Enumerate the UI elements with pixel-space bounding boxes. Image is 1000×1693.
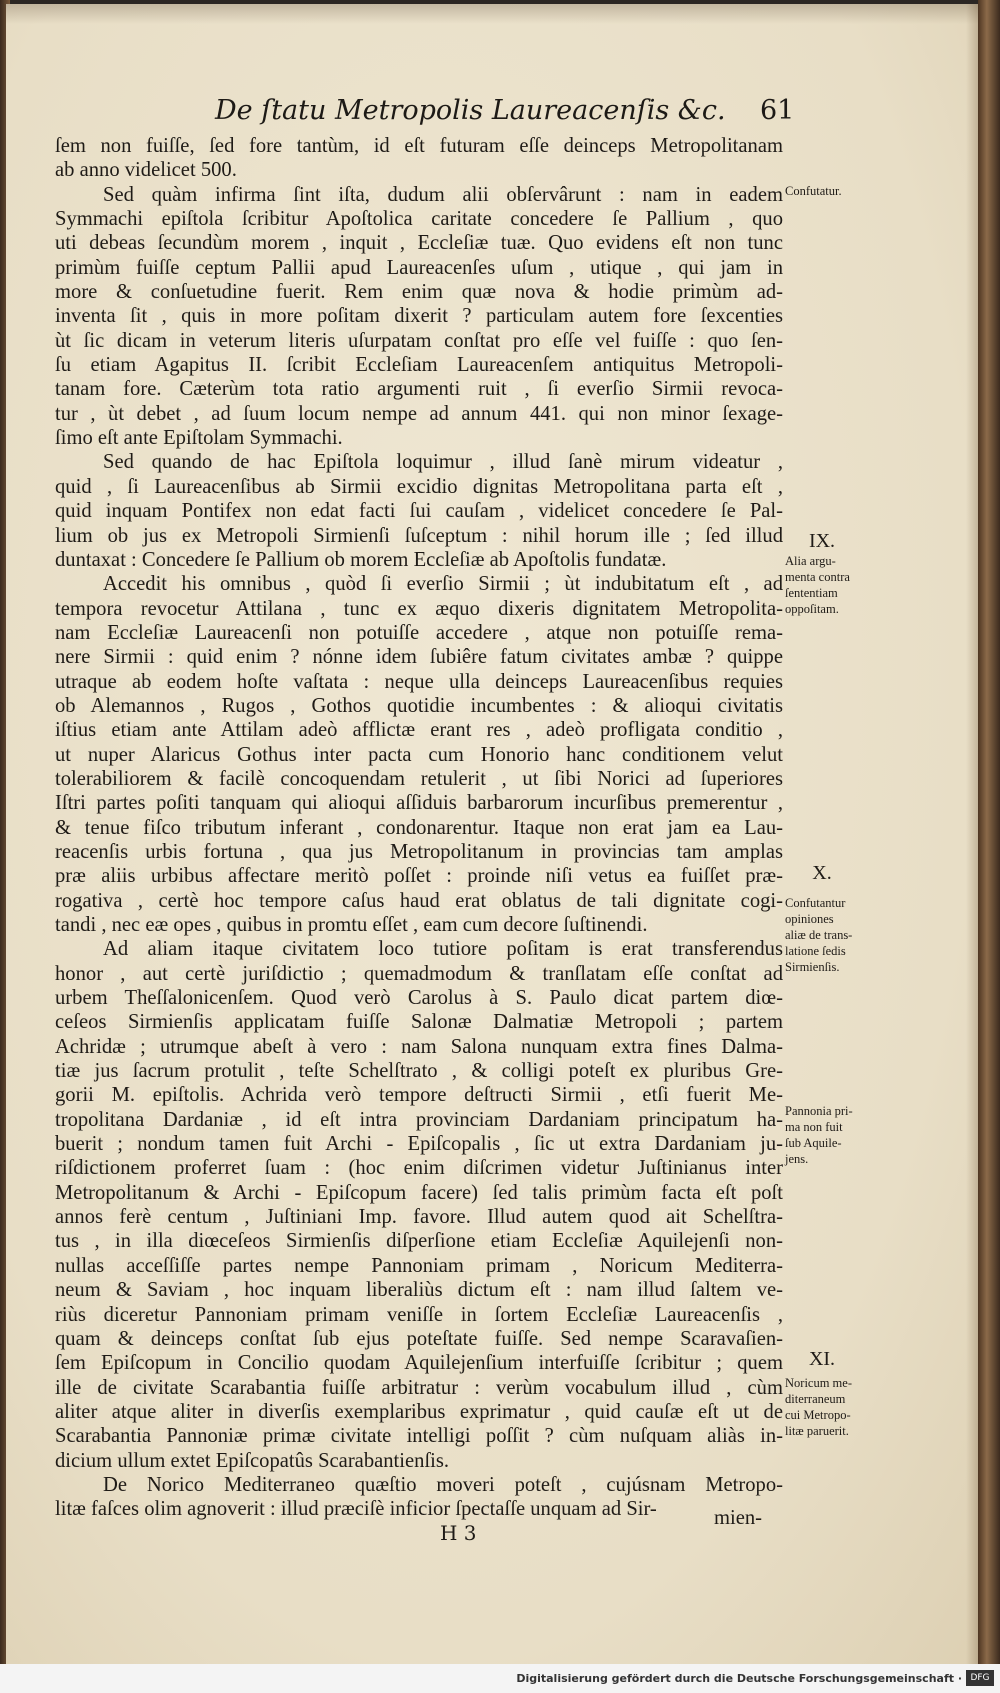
margin-note-line: ſententiam [785, 586, 838, 600]
margin-note-line: opiniones [785, 912, 834, 926]
margin-section-x [785, 862, 877, 975]
text-line: uti debeas ſecundùm morem , inquit , Eccleſiæ tuæ. Quo evidens eſt non tunc [55, 232, 783, 255]
margin-section-xi [785, 1348, 877, 1439]
text-line: iſtius etiam ante Attilam adeò afflictæ erant res , adeò profligata conditio , [55, 719, 783, 742]
margin-note-line: aliæ de trans- [785, 928, 853, 942]
text-line: tus , in illa diœceſeos Sirmienſis diſperſione etiam Eccleſiæ Aquilejenſi non- [55, 1230, 783, 1253]
text-line: rogativa , certè hoc tempore caſus haud erat oblatus de tali dignitate cogi- [55, 889, 783, 912]
text-line: ille de civitate Scarabantia fuiſſe arbitratur : verùm vocabulum illud , cùm [55, 1376, 783, 1399]
text-line: ob Alemannos , Rugos , Gothos quotidie incumbentes : & alioqui civitatis [55, 694, 783, 717]
text-line: quid inquam Pontifex non edat facti ſui cauſam , videlicet concedere ſe Pal- [55, 500, 783, 523]
text-line: honor , aut certè juriſdictio ; quemadmodum & tranſlatam eſſe conſtat ad [55, 962, 783, 985]
margin-note-line: latione ſedis [785, 944, 846, 958]
text-line: neum & Saviam , hoc inquam liberaliùs dictum eſt : nam illud ſaltem ve- [55, 1279, 783, 1302]
book-cover-edge [978, 0, 1000, 1693]
text-line: quam & deinceps conſtat ſub ejus poteſtate fuiſſe. Sed nempe Scaravaſien- [55, 1327, 783, 1350]
section-number: X. [812, 862, 832, 884]
margin-note-line: ma non fuit [785, 1120, 843, 1134]
margin-note-line: menta contra [785, 570, 850, 584]
text-line: ceſeos Sirmienſis applicatam fuiſſe Salonæ Dalmatiæ Metropoli ; partem [55, 1011, 783, 1034]
margin-note-text [785, 553, 877, 617]
main-text-block [55, 134, 783, 1522]
text-line: primùm fuiſſe ceptum Pallii apud Laureacenſes uſum , utique , qui jam in [55, 256, 783, 279]
text-line: Sed quando de hac Epiſtola loquimur , illud ſanè mirum videatur , [103, 451, 783, 474]
text-line: ut nuper Alaricus Gothus inter pacta cum Honorio hanc conditionem velut [55, 743, 783, 766]
text-line: aliter atque aliter in diverſis exemplaribus exprimatur , quid cauſæ eſt ut de [55, 1400, 783, 1423]
catchword: mien- [714, 1507, 763, 1529]
text-line: lium ob jus ex Metropoli Sirmienſi ſuſceptum : nihil horum ille ; ſed illud [55, 524, 783, 547]
text-line: buerit ; nondum tamen fuit Archi - Epiſcopalis , ſic ut extra Dardaniam ju- [55, 1133, 783, 1156]
text-line: duntaxat : Concedere ſe Pallium ob morem Eccleſiæ ab Apoſtolis fundatæ. [55, 548, 667, 571]
text-line: tandi , nec eæ opes , quibus in promtu eſſet , eam cum decore ſuſtinendi. [55, 914, 648, 936]
margin-note-confutatur [785, 183, 877, 199]
dfg-logo: DFG [966, 1670, 994, 1686]
text-line: tropolitana Dardaniæ , id eſt intra provinciam Dardaniam principatum ha- [55, 1108, 783, 1131]
margin-note-line: litæ paruerit. [785, 1424, 849, 1438]
text-line: ùt ſic dicam in veterum literis uſurpatam conſtat pro eſſe vel fuiſſe : quo ſen- [55, 329, 783, 352]
text-line: nullas acceſſiſſe partes nempe Pannoniam primam , Noricum Mediterra- [55, 1254, 783, 1277]
text-line: ab anno videlicet 500. [55, 159, 237, 182]
text-line: annos ferè centum , Juſtiniani Imp. favore. Illud autem quod ait Schelſtra- [55, 1206, 783, 1229]
text-line: nere Sirmii : quid enim ? nónne idem ſubiêre fatum civitates ambæ ? quippe [55, 646, 783, 669]
running-header: De ſtatu Metropolis Laureacenſis &c. [215, 95, 726, 126]
margin-note-text [785, 1375, 877, 1439]
text-line: riùs diceretur Pannoniam primam veniſſe in ſortem Eccleſiæ Laureacenſis , [55, 1303, 783, 1326]
text-line: Sed quàm infirma ſint iſta, dudum alii obſervârunt : nam in eadem [103, 183, 783, 206]
margin-note-line: diterraneum [785, 1392, 846, 1406]
margin-note-line: Pannonia pri- [785, 1104, 853, 1118]
margin-note-line: oppoſitam. [785, 602, 839, 616]
margin-note-line: Confutantur [785, 896, 846, 910]
text-line: ſu etiam Agapitus II. ſcribit Eccleſiam Laureacenſem antiquitus Metropoli- [55, 354, 783, 377]
section-number: XI. [808, 1348, 836, 1370]
margin-note-line: cui Metropo- [785, 1408, 851, 1422]
margin-note-line: Noricum me- [785, 1376, 852, 1390]
text-line: præ aliis urbibus affectare meritò poſſet : proinde niſi vetus ea fuiſſet præ- [55, 865, 783, 888]
text-line: riſdictionem proferret ſuam : (hoc enim diſcrimen videtur Juſtinianus inter [55, 1157, 783, 1180]
text-line: quid , ſi Laureacenſibus ab Sirmii excidio dignitas Metropolitana parta eſt , [55, 475, 783, 498]
margin-note-line: jens. [785, 1152, 809, 1166]
text-line: Accedit his omnibus , quòd ſi everſio Sirmii ; ùt indubitatum eſt , ad [103, 573, 783, 596]
text-line: tur , ùt debet , ad ſuum locum nempe ad annum 441. qui non minor ſexage- [55, 402, 783, 425]
text-line: Ad aliam itaque civitatem loco tutiore poſitam is erat transferendus [103, 938, 783, 961]
page-top-shadow [6, 4, 978, 24]
text-line: ſem Epiſcopum in Concilio quodam Aquilejenſium interfuiſſe ſcribitur ; quem [55, 1352, 783, 1375]
text-line: ſimo eſt ante Epiſtolam Symmachi. [55, 427, 343, 450]
margin-section-ix [785, 530, 877, 617]
section-number: IX. [808, 530, 836, 552]
text-line: tolerabiliorem & facilè concoquendam retulerit , ut ſibi Norici ad ſuperiores [55, 767, 783, 790]
text-line: more & conſuetudine fuerit. Rem enim quæ nova & hodie primùm ad- [55, 281, 783, 304]
text-line: dicium ullum extet Epiſcopatûs Scarabantienſis. [55, 1449, 450, 1472]
text-line: De Norico Mediterraneo quæſtio moveri poteſt , cujúsnam Metropo- [103, 1473, 783, 1496]
text-line: Metropolitanum & Archi - Epiſcopum facere) ſed talis primùm facta eſt poſt [55, 1181, 783, 1204]
margin-note-line: ſub Aquile- [785, 1136, 842, 1150]
text-line: utraque ab eodem hoſte vaſtata : neque ulla deinceps Laureacenſibus requies [55, 670, 783, 693]
margin-note-text: Confutatur. [785, 184, 842, 198]
page-edge-shadow [966, 4, 978, 1664]
text-line: gorii M. epiſtolis. Achrida verò tempore deſtructi Sirmii , etſi fuerit Me- [55, 1084, 783, 1107]
text-line: urbem Theſſalonicenſem. Quod verò Carolus à S. Paulo dicat partem diœ- [55, 987, 783, 1010]
margin-note-text [785, 895, 877, 975]
text-line: Scarabantia Pannoniæ primæ civitate intelligi poſſit ? cùm nuſquam aliàs in- [55, 1425, 783, 1448]
text-line: & tenue fiſco tributum inferant , condonarentur. Itaque non erat jam ea Lau- [55, 816, 783, 839]
margin-note-pannonia [785, 1103, 877, 1167]
text-line: reacenſis urbis fortuna , qua jus Metropolitanum in provincias tam amplas [55, 840, 783, 863]
text-line: ſem non fuiſſe, ſed fore tantùm, id eſt futuram eſſe deinceps Metropolitanam [55, 135, 783, 157]
page-number: 61 [760, 95, 795, 126]
text-line: tanam fore. Cæterùm tota ratio argumenti ruit , ſi everſio Sirmii revoca- [55, 378, 783, 401]
margin-note-text [785, 1103, 877, 1167]
text-line: tempora revocetur Attilana , tunc ex æquo dixeris dignitatem Metropolita- [55, 597, 783, 620]
margin-note-line: Alia argu- [785, 554, 836, 568]
text-line: Achridæ ; utrumque abeſt à vero : nam Salona nunquam extra fines Dalma- [55, 1035, 783, 1058]
text-line: inventa ſit , quis in more poſitam dixerit ? particulam autem fore ſexcenties [55, 305, 783, 328]
margin-note-line: Sirmienſis. [785, 960, 840, 974]
text-line: Symmachi epiſtola ſcribitur Apoſtolica caritate concedere ſe Pallium , quo [55, 208, 783, 231]
text-line: Iſtri partes poſiti tanquam qui alioqui aſſiduis barbarorum incurſibus premerentur , [55, 792, 783, 815]
text-line: tiæ jus ſacrum protulit , teſte Schelſtrato , & colligi poteſt ex pluribus Gre- [55, 1060, 783, 1083]
signature-mark: H 3 [440, 1521, 477, 1545]
text-line: nam Eccleſiæ Laureacenſi non potuiſſe accedere , atque non potuiſſe rema- [55, 621, 783, 644]
text-line: litæ faſces olim agnoverit : illud præciſè inficior ſpectaſſe unquam ad Sir- [55, 1498, 657, 1521]
digitization-credit: Digitalisierung gefördert durch die Deutsche Forschungsgemeinschaft · [516, 1672, 962, 1685]
